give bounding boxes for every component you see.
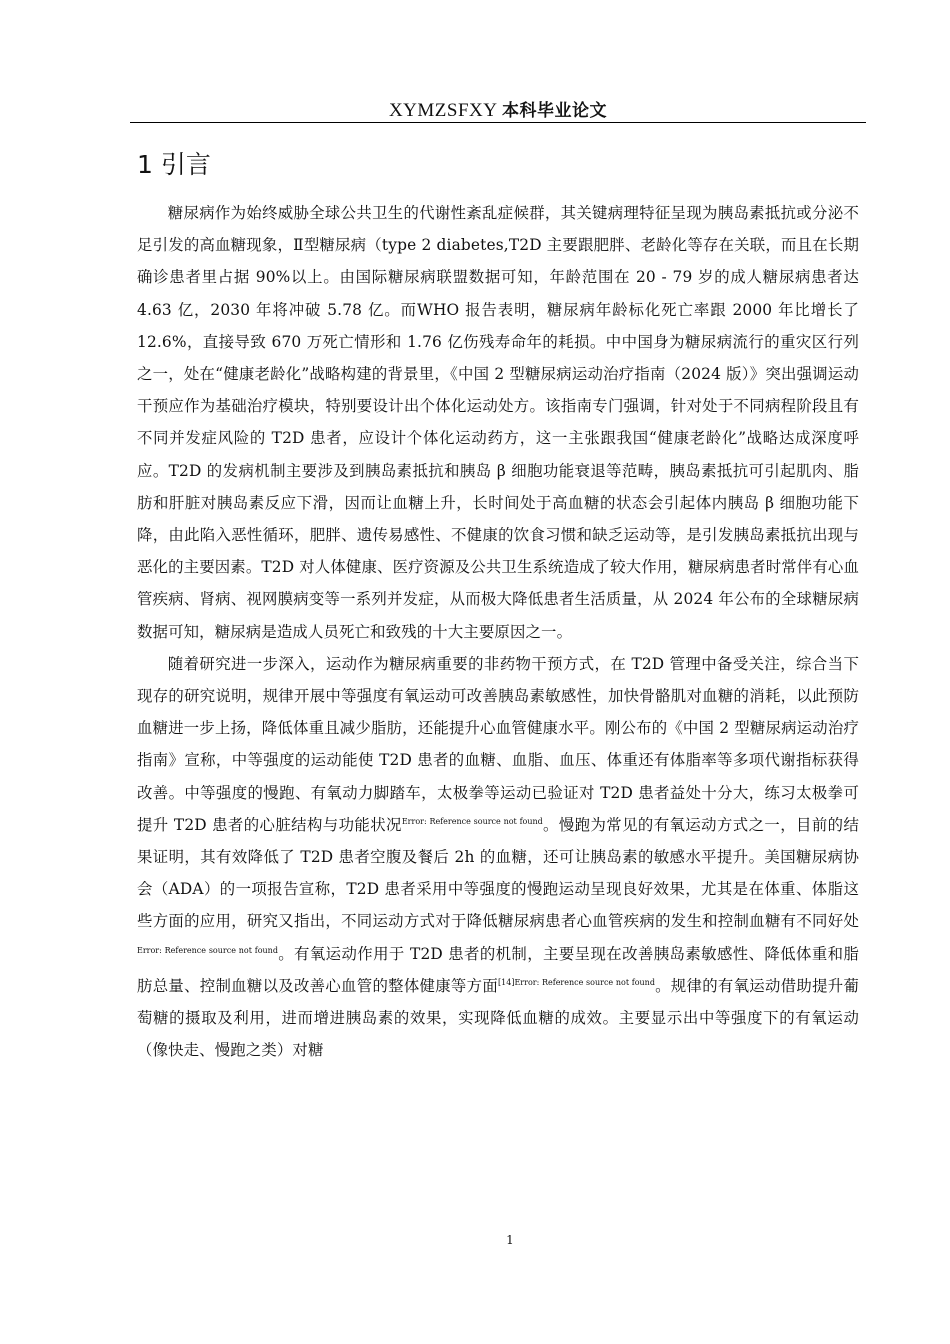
section-title: 1 引言 — [137, 150, 211, 179]
body-text — [137, 197, 859, 1066]
reference-marker: [14]Error: Reference source not found — [498, 977, 655, 987]
paragraph-text: 随着研究进一步深入，运动作为糖尿病重要的非药物干预方式，在 T2D 管理中备受关注，综合当下现存的研究说明，规律开展中等强度有氧运动可改善胰岛素敏感性，加快骨骼肌对血糖的消耗，以此预防血糖进一步上扬，降低体重且减少脂肪，还能提升心血管健康水平。刚公布的《中国 2 型糖尿病运动治疗指南》宣称，中等强度的运动能使 T2D 患者的血糖、血脂、血压、体重还有体脂率等多项代谢指标获得改善。中等强度的慢跑、有氧动力脚踏车，太极拳等运动已验证对 T2D 患者益处十分大，练习太极拳可提升 T2D 患者的心脏结构与功能状况 — [137, 654, 859, 834]
paragraph-text: 。慢跑为常见的有氧运动方式之一，目前的结果证明，其有效降低了 T2D 患者空腹及餐后 2h 的血糖，还可让胰岛素的敏感水平提升。美国糖尿病协会（ADA）的一项报告宣称，T2D 患者采用中等强度的慢跑运动呈现良好效果，尤其是在体重、体脂这些方面的应用，研究又指出，不同运动方式对于降低糖尿病患者心血管疾病的发生和控制血糖有不同好处 — [137, 815, 859, 931]
body-paragraph — [137, 197, 859, 648]
paragraph-text: 。有氧运动作用于 T2D 患者的机制，主要呈现在改善胰岛素敏感性、降低体重和脂肪总量、控制血糖以及改善心血管的整体健康等方面 — [137, 944, 859, 995]
running-header — [130, 96, 866, 122]
reference-marker: Error: Reference source not found — [137, 945, 278, 955]
header-chinese-text: 本科毕业论文 — [502, 101, 608, 121]
header-latin-text: XYMZSFXY — [388, 100, 497, 121]
paragraph-text: 糖尿病作为始终威胁全球公共卫生的代谢性紊乱症候群，其关键病理特征呈现为胰岛素抵抗或分泌不足引发的高血糖现象，Ⅱ型糖尿病（type 2 diabetes,T2D 主要跟肥胖、老龄化等存在关联，而且在长期确诊患者里占据 90%以上。由国际糖尿病联盟数据可知，年龄范围在 20 - 79 岁的成人糖尿病患者达 4.63 亿，2030 年将冲破 5.78 亿。而WHO 报告表明，糖尿病年龄标化死亡率跟 2000 年比增长了 12.6%，直接导致 670 万死亡情形和 1.76 亿伤残寿命年的耗损。中中国身为糖尿病流行的重灾区行列之一，处在“健康老龄化”战略构建的背景里，《中国 2 型糖尿病运动治疗指南（2024 版）》突出强调运动干预应作为基础治疗模块，特别要设计出个体化运动处方。该指南专门强调，针对处于不同病程阶段且有不同并发症风险的 T2D 患者，应设计个体化运动药方，这一主张跟我国“健康老龄化”战略达成深度呼应。T2D 的发病机制主要涉及到胰岛素抵抗和胰岛 β 细胞功能衰退等范畴，胰岛素抵抗可引起肌肉、脂肪和肝脏对胰岛素反应下滑，因而让血糖上升，长时间处于高血糖的状态会引起体内胰岛 β 细胞功能下降，由此陷入恶性循环，肥胖、遗传易感性、不健康的饮食习惯和缺乏运动等，是引发胰岛素抵抗出现与恶化的主要因素。T2D 对人体健康、医疗资源及公共卫生系统造成了较大作用，糖尿病患者时常伴有心血管疾病、肾病、视网膜病变等一系列并发症，从而极大降低患者生活质量，从 2024 年公布的全球糖尿病数据可知，糖尿病是造成人员死亡和致残的十大主要原因之一。 — [137, 204, 859, 641]
paragraph-text: 。规律的有氧运动借助提升葡萄糖的摄取及利用，进而增进胰岛素的效果，实现降低血糖的成效。主要显示出中等强度下的有氧运动（像快走、慢跑之类）对糖 — [137, 976, 860, 1060]
body-paragraph — [137, 648, 859, 1067]
reference-marker: Error: Reference source not found — [401, 816, 543, 826]
header-rule — [130, 122, 866, 123]
page-number: 1 — [506, 1233, 514, 1247]
